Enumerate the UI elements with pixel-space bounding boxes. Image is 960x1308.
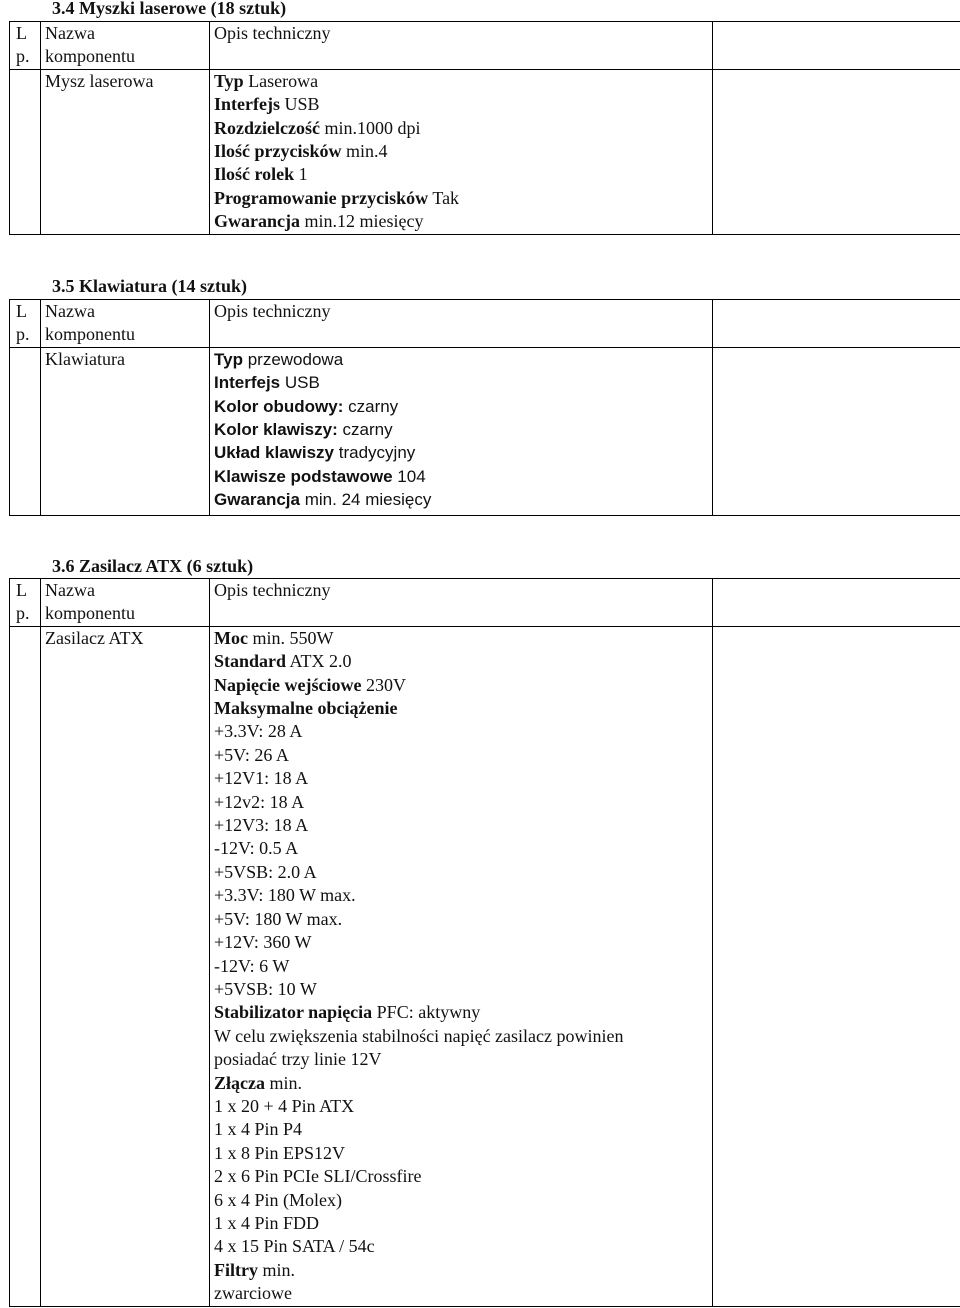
spec-line	[214, 1282, 708, 1305]
spec-value: +3.3V: 180 W max.	[214, 885, 356, 906]
spec-value: posiadać trzy linie 12V	[214, 1049, 382, 1070]
spec-line	[214, 744, 708, 767]
spec-label: Rozdzielczość	[214, 117, 320, 138]
lp-header-line: L	[16, 580, 27, 600]
spec-list	[210, 347, 713, 515]
spec-line	[214, 488, 708, 511]
spec-line	[214, 1235, 708, 1258]
spec-value: 230V	[365, 674, 406, 695]
spec-line	[214, 1025, 708, 1048]
section-title-keyboard: 3.5 Klawiatura (14 sztuk)	[52, 276, 247, 296]
spec-line	[214, 465, 708, 488]
name-header-line: Nazwa	[45, 23, 95, 43]
spec-header: Opis techniczny	[210, 22, 713, 70]
spec-line	[214, 1048, 708, 1071]
name-header-line: Nazwa	[45, 580, 95, 600]
spec-value: USB	[284, 373, 320, 393]
spec-list	[210, 626, 713, 1306]
spec-line	[214, 210, 708, 233]
spec-value: 1 x 8 Pin EPS12V	[214, 1142, 346, 1163]
spec-line	[214, 1189, 708, 1212]
spec-value: 4 x 15 Pin SATA / 54c	[214, 1236, 375, 1257]
spec-label: Programowanie przycisków	[214, 187, 429, 208]
spec-line	[214, 1072, 708, 1095]
spec-list	[210, 69, 713, 234]
extra-header	[713, 300, 960, 348]
spec-line	[214, 978, 708, 1001]
spec-value: W celu zwiększenia stabilności napięć zasilacz powinien	[214, 1025, 624, 1046]
lp-header	[10, 22, 41, 70]
spec-line	[214, 908, 708, 931]
spec-label: Ilość przycisków	[214, 141, 342, 162]
table-row	[10, 69, 960, 234]
spec-line	[214, 650, 708, 673]
spec-line	[214, 371, 708, 394]
table-header-row	[10, 300, 960, 348]
spec-value: +5VSB: 2.0 A	[214, 861, 317, 882]
extra-header	[713, 579, 960, 627]
extra-header	[713, 22, 960, 70]
name-header	[41, 579, 210, 627]
lp-header-line: p.	[16, 324, 30, 345]
table-header-row	[10, 579, 960, 627]
spec-line	[214, 140, 708, 163]
spec-label: Gwarancja	[214, 490, 300, 510]
name-header	[41, 300, 210, 348]
lp-header	[10, 579, 41, 627]
spec-line	[214, 1118, 708, 1141]
spec-value: min.	[262, 1259, 295, 1280]
spec-line	[214, 117, 708, 140]
table-row	[10, 626, 960, 1306]
spec-label: Kolor obudowy:	[214, 396, 344, 416]
name-header-line: Nazwa	[45, 301, 95, 321]
spec-value: +5V: 26 A	[214, 744, 289, 765]
spec-label: Typ	[214, 349, 243, 369]
name-header	[41, 22, 210, 70]
spec-header: Opis techniczny	[210, 300, 713, 348]
section-title-mice: 3.4 Myszki laserowe (18 sztuk)	[52, 0, 287, 18]
spec-value: +12V: 360 W	[214, 932, 312, 953]
lp-cell	[10, 626, 41, 1306]
psu-spec-table	[9, 578, 960, 1307]
spec-value: 1 x 4 Pin FDD	[214, 1212, 320, 1233]
spec-value: 1 x 20 + 4 Pin ATX	[214, 1095, 355, 1116]
spec-line	[214, 861, 708, 884]
spec-value: Laserowa	[248, 70, 319, 91]
spec-value: czarny	[348, 396, 399, 416]
spec-line	[214, 814, 708, 837]
spec-value: min.1000 dpi	[324, 117, 421, 138]
spec-line	[214, 1142, 708, 1165]
spec-label: Układ klawiszy	[214, 443, 335, 463]
spec-label: Standard	[214, 651, 287, 672]
spec-line	[214, 441, 708, 464]
spec-label: Moc	[214, 627, 248, 648]
name-header-line: komponentu	[45, 603, 135, 624]
spec-value: min.4	[346, 141, 388, 162]
spec-header: Opis techniczny	[210, 579, 713, 627]
name-header-line: komponentu	[45, 324, 135, 345]
extra-cell	[713, 347, 960, 515]
spec-line	[214, 1095, 708, 1118]
spec-value: +12V3: 18 A	[214, 815, 309, 836]
spec-label: Gwarancja	[214, 211, 300, 232]
spec-label: Stabilizator napięcia	[214, 1002, 373, 1023]
spec-value: -12V: 0.5 A	[214, 838, 299, 859]
spec-line	[214, 627, 708, 650]
spec-line	[214, 791, 708, 814]
spec-value: min. 24 miesięcy	[304, 490, 432, 510]
spec-value: +12V1: 18 A	[214, 768, 309, 789]
spec-value: 104	[397, 466, 426, 486]
spec-label: Maksymalne obciążenie	[214, 698, 398, 719]
spec-line	[214, 884, 708, 907]
spec-line	[214, 1212, 708, 1235]
spec-label: Ilość rolek	[214, 164, 295, 185]
table-header-row	[10, 22, 960, 70]
spec-value: ATX 2.0	[289, 651, 352, 672]
keyboard-spec-table	[9, 299, 960, 516]
spec-value: zwarciowe	[214, 1283, 292, 1304]
spec-line	[214, 163, 708, 186]
spec-line	[214, 697, 708, 720]
component-name: Zasilacz ATX	[41, 626, 210, 1306]
spec-value: PFC: aktywny	[376, 1002, 481, 1023]
spec-line	[214, 187, 708, 210]
spec-line	[214, 720, 708, 743]
spec-label: Napięcie wejściowe	[214, 674, 362, 695]
spec-line	[214, 1259, 708, 1282]
spec-label: Interfejs	[214, 373, 281, 393]
spec-line	[214, 931, 708, 954]
extra-cell	[713, 626, 960, 1306]
component-name: Mysz laserowa	[41, 69, 210, 234]
lp-header-line: L	[16, 301, 27, 321]
spec-line	[214, 418, 708, 441]
spec-value: -12V: 6 W	[214, 955, 290, 976]
spec-value: min.	[269, 1072, 303, 1093]
spec-value: 2 x 6 Pin PCIe SLI/Crossfire	[214, 1166, 422, 1187]
section-title-psu: 3.6 Zasilacz ATX (6 sztuk)	[52, 556, 254, 576]
spec-value: +5VSB: 10 W	[214, 978, 317, 999]
extra-cell	[713, 69, 960, 234]
spec-line	[214, 955, 708, 978]
spec-line	[214, 395, 708, 418]
lp-header	[10, 300, 41, 348]
spec-label: Kolor klawiszy:	[214, 420, 338, 440]
spec-label: Klawisze podstawowe	[214, 466, 393, 486]
spec-value: USB	[284, 94, 320, 115]
spec-value: 1	[298, 164, 308, 185]
spec-line	[214, 1001, 708, 1024]
spec-label: Filtry	[214, 1259, 258, 1280]
spec-line	[214, 93, 708, 116]
name-header-line: komponentu	[45, 46, 135, 67]
spec-value: +5V: 180 W max.	[214, 908, 343, 929]
spec-line	[214, 348, 708, 371]
spec-line	[214, 837, 708, 860]
spec-line	[214, 1165, 708, 1188]
spec-value: +12v2: 18 A	[214, 791, 305, 812]
spec-value: tradycyjny	[338, 443, 416, 463]
lp-header-line: p.	[16, 46, 30, 67]
component-name: Klawiatura	[41, 347, 210, 515]
spec-label: Interfejs	[214, 94, 280, 115]
spec-label: Typ	[214, 70, 244, 91]
spec-value: min.12 miesięcy	[304, 211, 424, 232]
lp-header-line: p.	[16, 603, 30, 624]
table-row	[10, 347, 960, 515]
spec-value: 6 x 4 Pin (Molex)	[214, 1189, 342, 1210]
spec-line	[214, 767, 708, 790]
spec-value: przewodowa	[247, 349, 344, 369]
spec-line	[214, 70, 708, 93]
lp-header-line: L	[16, 23, 27, 43]
mice-spec-table	[9, 21, 960, 235]
lp-cell	[10, 69, 41, 234]
spec-value: Tak	[432, 187, 460, 208]
spec-label: Złącza	[214, 1072, 265, 1093]
spec-line	[214, 674, 708, 697]
spec-value: 1 x 4 Pin P4	[214, 1119, 303, 1140]
spec-value: czarny	[342, 420, 393, 440]
spec-value: min. 550W	[252, 627, 334, 648]
spec-value: +3.3V: 28 A	[214, 721, 303, 742]
lp-cell	[10, 347, 41, 515]
